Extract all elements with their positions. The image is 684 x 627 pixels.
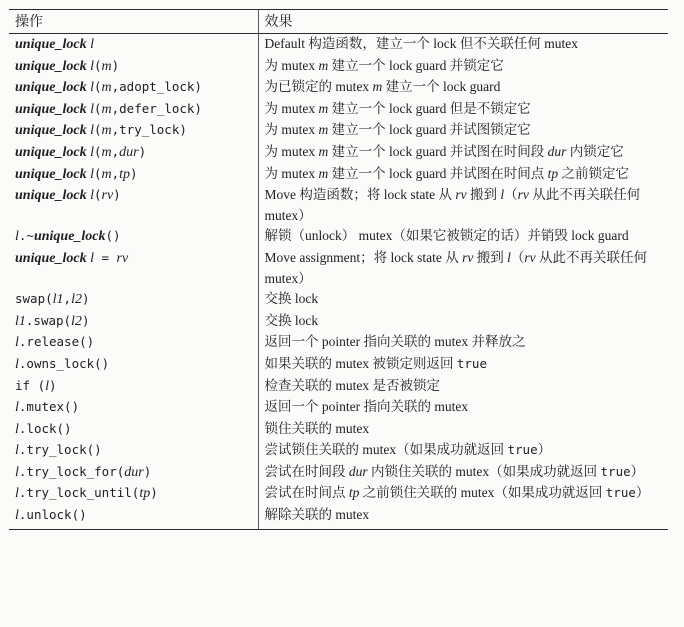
operation-cell bbox=[9, 99, 258, 121]
table-row bbox=[9, 483, 668, 505]
operation-text: ( bbox=[93, 187, 102, 203]
operation-text: unique_lock bbox=[15, 188, 87, 204]
operation-text: l bbox=[15, 486, 19, 502]
operation-text: unique_lock bbox=[15, 101, 87, 117]
operation-text: rv bbox=[116, 250, 129, 266]
operation-text: ) bbox=[81, 312, 90, 328]
table-row bbox=[9, 376, 668, 398]
operation-cell bbox=[9, 164, 258, 186]
effect-text: tp bbox=[547, 165, 559, 181]
operation-text: ) bbox=[130, 165, 138, 181]
operation-text: unique_lock bbox=[15, 80, 87, 96]
effect-cell bbox=[258, 419, 668, 441]
table-row bbox=[9, 226, 668, 248]
effect-text: 返回一个 pointer 指向关联的 mutex bbox=[264, 399, 469, 415]
effect-text: ） bbox=[537, 442, 552, 458]
operation-cell bbox=[9, 419, 258, 441]
operation-text: () bbox=[105, 228, 121, 244]
effect-text: 建立一个 lock guard 并试图在时间段 bbox=[328, 143, 548, 159]
effect-text: Move assignment；将 lock state 从 bbox=[264, 249, 463, 265]
effect-cell bbox=[258, 505, 668, 529]
effect-cell bbox=[258, 142, 668, 164]
operation-text: , bbox=[63, 291, 72, 307]
table-row bbox=[9, 120, 668, 142]
effect-text: dur bbox=[348, 463, 368, 479]
effect-text: l bbox=[507, 249, 511, 265]
effect-text: m bbox=[372, 79, 383, 95]
table-row bbox=[9, 311, 668, 333]
effect-text: 锁住关联的 mutex bbox=[264, 420, 370, 436]
operation-text: ) bbox=[150, 485, 158, 501]
effect-text: Default 构造函数，建立一个 lock 但不关联任何 mutex bbox=[264, 36, 578, 51]
table-row bbox=[9, 419, 668, 441]
effect-text: 建立一个 lock guard 并锁定它 bbox=[328, 57, 504, 73]
effect-text: true bbox=[600, 463, 631, 479]
effect-text: m bbox=[318, 165, 329, 181]
operation-text: l bbox=[15, 335, 19, 351]
operation-text: unique_lock bbox=[33, 229, 106, 245]
operation-text: unique_lock bbox=[15, 144, 87, 160]
effect-text: 尝试在时间点 bbox=[264, 485, 349, 501]
effect-text: tp bbox=[348, 485, 360, 501]
operation-text: unique_lock bbox=[15, 166, 87, 182]
operation-text: ) bbox=[138, 143, 147, 159]
effect-text: 为已锁定的 mutex bbox=[264, 79, 373, 95]
operation-cell bbox=[9, 483, 258, 505]
effect-text: m bbox=[318, 57, 329, 73]
operation-text: dur bbox=[124, 464, 144, 480]
operation-text: .swap( bbox=[25, 312, 72, 328]
operation-cell bbox=[9, 311, 258, 333]
operation-text: ( bbox=[93, 57, 102, 73]
effect-text: m bbox=[318, 122, 329, 138]
operation-text: ) bbox=[81, 291, 90, 307]
operation-text: l1 bbox=[52, 292, 64, 308]
operation-text: l bbox=[86, 166, 94, 182]
table-row bbox=[9, 185, 668, 226]
operation-text: l bbox=[86, 144, 94, 160]
effect-cell bbox=[258, 120, 668, 142]
header-operation: 操作 bbox=[9, 10, 258, 34]
operation-text: l bbox=[86, 123, 94, 139]
table-row bbox=[9, 505, 668, 529]
operation-text: , bbox=[111, 143, 120, 159]
operation-text: l bbox=[15, 508, 19, 524]
effect-cell bbox=[258, 185, 668, 226]
table-row bbox=[9, 462, 668, 484]
effect-text: 从此不再关联任何 mutex） bbox=[264, 249, 647, 286]
operation-text: ) bbox=[49, 377, 57, 393]
operation-cell bbox=[9, 332, 258, 354]
effect-cell bbox=[258, 332, 668, 354]
operation-cell bbox=[9, 77, 258, 99]
effect-text: true bbox=[605, 485, 636, 501]
header-row bbox=[9, 10, 668, 34]
operation-text: if ( bbox=[15, 377, 46, 393]
effect-cell bbox=[258, 248, 668, 289]
operation-cell bbox=[9, 505, 258, 529]
effect-text: 解锁（unlock） mutex（如果它被锁定的话）并销毁 lock guard bbox=[264, 228, 629, 244]
effect-cell bbox=[258, 462, 668, 484]
operation-text: ,try_lock) bbox=[111, 122, 187, 138]
effect-text: 解除关联的 mutex bbox=[264, 507, 370, 523]
operation-cell bbox=[9, 289, 258, 311]
operation-text: .try_lock_until( bbox=[18, 485, 140, 501]
operation-text: ,defer_lock) bbox=[111, 100, 202, 116]
operation-text: m bbox=[101, 80, 112, 96]
effect-text: dur bbox=[547, 143, 567, 159]
operation-text: .owns_lock() bbox=[18, 355, 110, 371]
table-row bbox=[9, 289, 668, 311]
effect-cell bbox=[258, 56, 668, 78]
operation-text: m bbox=[101, 101, 112, 117]
operation-text: l bbox=[86, 80, 94, 96]
operation-cell bbox=[9, 34, 258, 56]
operation-cell bbox=[9, 248, 258, 289]
operation-text: l bbox=[15, 464, 19, 480]
operation-text: ( bbox=[93, 79, 102, 95]
operation-cell bbox=[9, 226, 258, 248]
operation-text: l bbox=[86, 58, 94, 74]
operation-text: l bbox=[15, 443, 19, 459]
operation-cell bbox=[9, 440, 258, 462]
effect-text: 建立一个 lock guard 并试图锁定它 bbox=[328, 122, 531, 138]
effect-cell bbox=[258, 440, 668, 462]
operation-text: m bbox=[101, 123, 112, 139]
operation-text: l bbox=[86, 101, 94, 117]
effect-cell bbox=[258, 99, 668, 121]
effect-cell bbox=[258, 483, 668, 505]
effect-text: true bbox=[456, 355, 487, 371]
operation-text: l1 bbox=[15, 313, 26, 329]
operation-cell bbox=[9, 397, 258, 419]
operation-text: m bbox=[101, 58, 112, 74]
effect-text: 建立一个 lock guard 并试图在时间点 bbox=[328, 165, 548, 181]
effect-text: 之前锁住关联的 mutex（如果成功就返回 bbox=[359, 485, 606, 501]
operation-text: l bbox=[15, 421, 19, 437]
operation-text: ) bbox=[143, 463, 152, 479]
table-row bbox=[9, 142, 668, 164]
operation-text: ) bbox=[111, 57, 120, 73]
table-row bbox=[9, 248, 668, 289]
operation-text: dur bbox=[119, 144, 139, 160]
effect-text: true bbox=[507, 442, 538, 458]
effect-cell bbox=[258, 289, 668, 311]
table-row bbox=[9, 99, 668, 121]
operation-text: rv bbox=[101, 188, 114, 204]
effect-cell bbox=[258, 397, 668, 419]
effect-text: 尝试在时间段 bbox=[264, 463, 349, 479]
effect-text: 建立一个 lock guard bbox=[382, 79, 501, 95]
effect-text: m bbox=[318, 143, 329, 159]
operation-text: l bbox=[45, 378, 49, 394]
effect-text: 搬到 bbox=[466, 187, 501, 203]
operation-text: unique_lock bbox=[15, 58, 87, 74]
effect-text: ） bbox=[635, 485, 650, 501]
operation-cell bbox=[9, 56, 258, 78]
operation-text: l bbox=[15, 400, 19, 416]
operation-text: ( bbox=[93, 143, 102, 159]
effect-text: rv bbox=[517, 187, 529, 203]
operation-text: .lock() bbox=[18, 420, 72, 436]
operation-text: .try_lock_for( bbox=[18, 463, 125, 479]
operation-text: , bbox=[111, 165, 120, 181]
effect-text: 为 mutex bbox=[264, 165, 319, 181]
effect-text: 为 mutex bbox=[264, 143, 319, 159]
effect-text: 内锁定它 bbox=[566, 143, 624, 159]
effect-cell bbox=[258, 77, 668, 99]
effect-text: 建立一个 lock guard 但是不锁定它 bbox=[328, 100, 531, 116]
effect-text: 交换 lock bbox=[264, 312, 319, 328]
table-row bbox=[9, 77, 668, 99]
operation-text: .~ bbox=[18, 228, 34, 244]
effect-text: 从此不再关联任何 mutex） bbox=[264, 187, 641, 223]
operation-text: l bbox=[86, 37, 94, 52]
effect-text: Move 构造函数；将 lock state 从 bbox=[264, 187, 456, 203]
table-row bbox=[9, 164, 668, 186]
table-body bbox=[9, 34, 668, 530]
effect-text: 为 mutex bbox=[264, 100, 319, 116]
effect-text: 为 mutex bbox=[264, 57, 319, 73]
operation-cell bbox=[9, 142, 258, 164]
effect-text: rv bbox=[524, 249, 536, 265]
table-row bbox=[9, 332, 668, 354]
operation-text: .mutex() bbox=[18, 399, 80, 415]
effect-text: （ bbox=[510, 249, 525, 265]
operation-text: .try_lock() bbox=[18, 442, 102, 458]
effect-cell bbox=[258, 164, 668, 186]
table-row bbox=[9, 34, 668, 56]
operation-text: l bbox=[15, 229, 19, 245]
effect-cell bbox=[258, 311, 668, 333]
table-row bbox=[9, 56, 668, 78]
operation-cell bbox=[9, 120, 258, 142]
operation-text: tp bbox=[139, 486, 151, 502]
effect-text: ） bbox=[630, 463, 645, 479]
operation-cell bbox=[9, 354, 258, 376]
table-row bbox=[9, 397, 668, 419]
effect-cell bbox=[258, 226, 668, 248]
operation-text: .release() bbox=[18, 334, 95, 350]
operation-text: swap( bbox=[15, 291, 53, 307]
operation-text: unique_lock bbox=[15, 37, 87, 52]
effect-text: 返回一个 pointer 指向关联的 mutex 并释放之 bbox=[264, 334, 526, 350]
operation-text: .unlock() bbox=[18, 507, 87, 523]
effect-text: rv bbox=[462, 249, 474, 265]
effect-text: （ bbox=[504, 187, 518, 203]
effect-text: m bbox=[318, 100, 329, 116]
operation-text: l bbox=[86, 250, 94, 266]
effect-text: l bbox=[500, 187, 505, 203]
effect-cell bbox=[258, 376, 668, 398]
operation-text: unique_lock bbox=[15, 250, 87, 266]
effect-text: 尝试锁住关联的 mutex（如果成功就返回 bbox=[264, 442, 508, 458]
operation-text: l2 bbox=[71, 292, 82, 308]
operation-text: ( bbox=[93, 165, 102, 181]
operation-text: tp bbox=[119, 166, 131, 182]
operation-text: ( bbox=[93, 122, 102, 138]
operation-text: m bbox=[101, 166, 112, 182]
effect-cell bbox=[258, 354, 668, 376]
operation-text: unique_lock bbox=[15, 123, 87, 139]
effect-text: 交换 lock bbox=[264, 291, 319, 307]
table-row bbox=[9, 440, 668, 462]
operation-text: l bbox=[86, 188, 94, 204]
operation-text: ) bbox=[113, 187, 121, 203]
operation-text: l bbox=[15, 356, 19, 372]
operation-cell bbox=[9, 376, 258, 398]
unique-lock-operations-table bbox=[9, 9, 668, 530]
effect-text: 检查关联的 mutex 是否被锁定 bbox=[264, 377, 440, 393]
operation-text: ( bbox=[93, 100, 102, 116]
effect-cell bbox=[258, 34, 668, 56]
operation-text: ,adopt_lock) bbox=[111, 79, 202, 95]
operation-text: m bbox=[101, 144, 112, 160]
table-header bbox=[9, 10, 668, 34]
effect-text: rv bbox=[455, 187, 467, 203]
effect-text: 搬到 bbox=[473, 249, 508, 265]
operation-cell bbox=[9, 462, 258, 484]
effect-text: 之前锁定它 bbox=[558, 165, 629, 181]
effect-text: 如果关联的 mutex 被锁定则返回 bbox=[264, 355, 457, 371]
effect-text: 内锁住关联的 mutex（如果成功就返回 bbox=[367, 463, 601, 479]
table-row bbox=[9, 354, 668, 376]
operation-cell bbox=[9, 185, 258, 226]
effect-text: 为 mutex bbox=[264, 122, 319, 138]
header-effect: 效果 bbox=[258, 10, 668, 34]
operation-text: l2 bbox=[71, 313, 82, 329]
operation-text: = bbox=[93, 249, 117, 265]
